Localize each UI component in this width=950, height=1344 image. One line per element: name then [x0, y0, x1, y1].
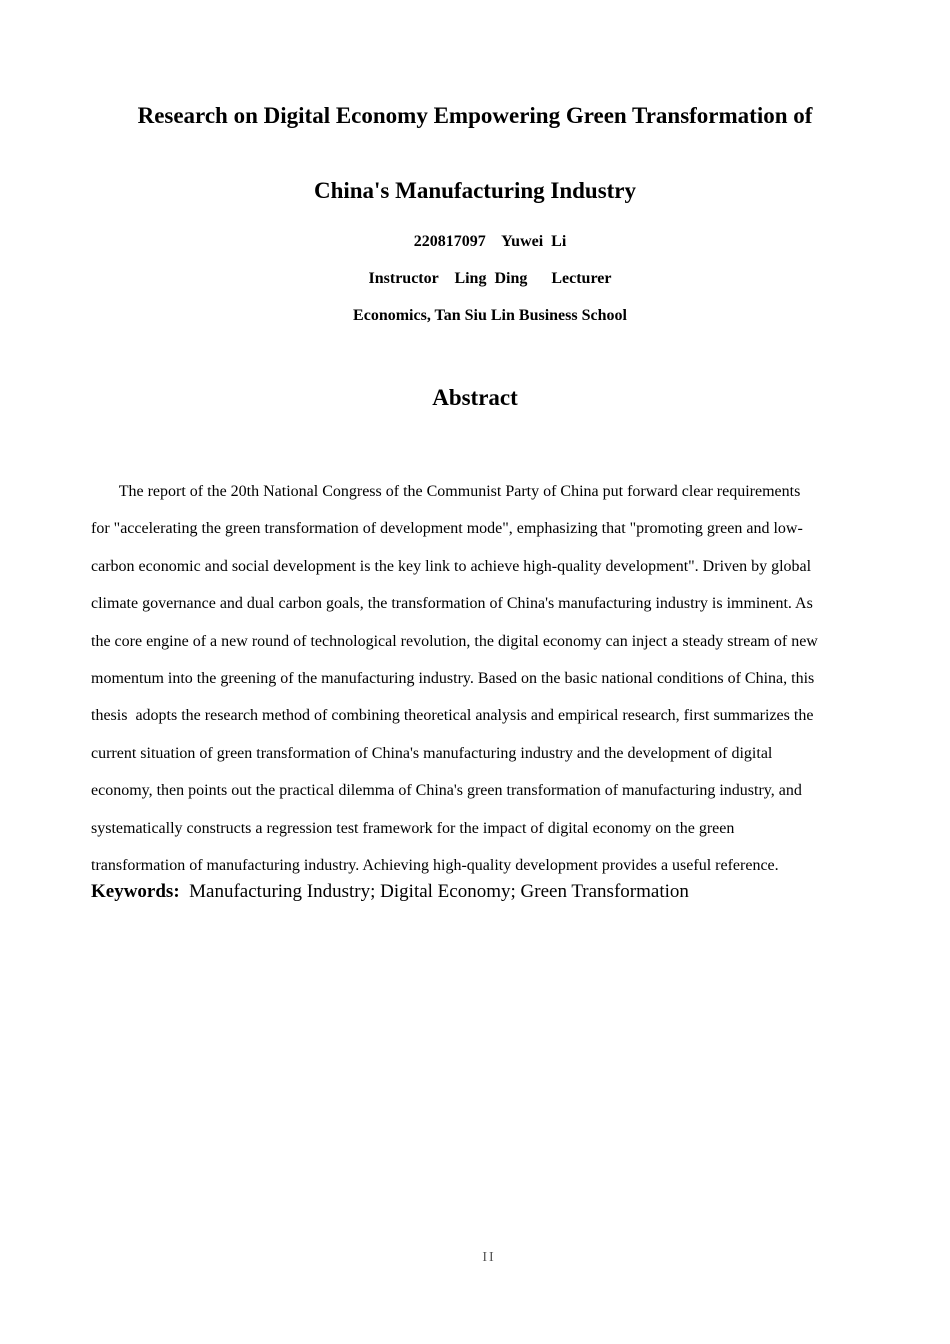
abstract-line: climate governance and dual carbon goals, the transformation of China's manufacturing industry is imminent. As	[91, 595, 813, 613]
abstract-body	[91, 473, 861, 884]
abstract-line: momentum into the greening of the manufacturing industry. Based on the basic national conditions of China, this	[91, 669, 815, 687]
abstract-line: carbon economic and social development is the key link to achieve high-quality development". Driven by global	[91, 557, 812, 575]
author-line: 220817097 Yuwei Li	[413, 233, 567, 250]
abstract-heading: Abstract	[432, 385, 518, 410]
abstract-line: current situation of green transformation of China's manufacturing industry and the development of digital	[91, 744, 773, 762]
keywords-text: Manufacturing Industry; Digital Economy; Green Transformation	[179, 881, 689, 902]
instructor-line: Instructor Ling Ding Lecturer	[368, 270, 612, 287]
abstract-line: thesis adopts the research method of combining theoretical analysis and empirical research, first summarizes the	[91, 707, 814, 725]
abstract-line: transformation of manufacturing industry. Achieving high-quality development provides a useful reference.	[91, 856, 779, 874]
abstract-line: The report of the 20th National Congress of the Communist Party of China put forward clear requirements	[91, 483, 801, 500]
keywords-label: Keywords:	[91, 881, 180, 902]
title-line-1: Research on Digital Economy Empowering Green Transformation of	[137, 103, 813, 128]
abstract-line: for "accelerating the green transformation of development mode", emphasizing that "promoting green and low-	[91, 520, 803, 538]
keywords-line	[91, 879, 689, 905]
affiliation-line: Economics, Tan Siu Lin Business School	[353, 307, 627, 324]
abstract-line: systematically constructs a regression test framework for the impact of digital economy on the green	[91, 819, 735, 837]
abstract-line: economy, then points out the practical dilemma of China's green transformation of manufacturing industry, and	[91, 782, 802, 800]
title-line-2: China's Manufacturing Industry	[313, 178, 637, 203]
abstract-line: the core engine of a new round of technological revolution, the digital economy can inject a steady stream of new	[91, 632, 818, 650]
page-number: II	[482, 1250, 496, 1265]
